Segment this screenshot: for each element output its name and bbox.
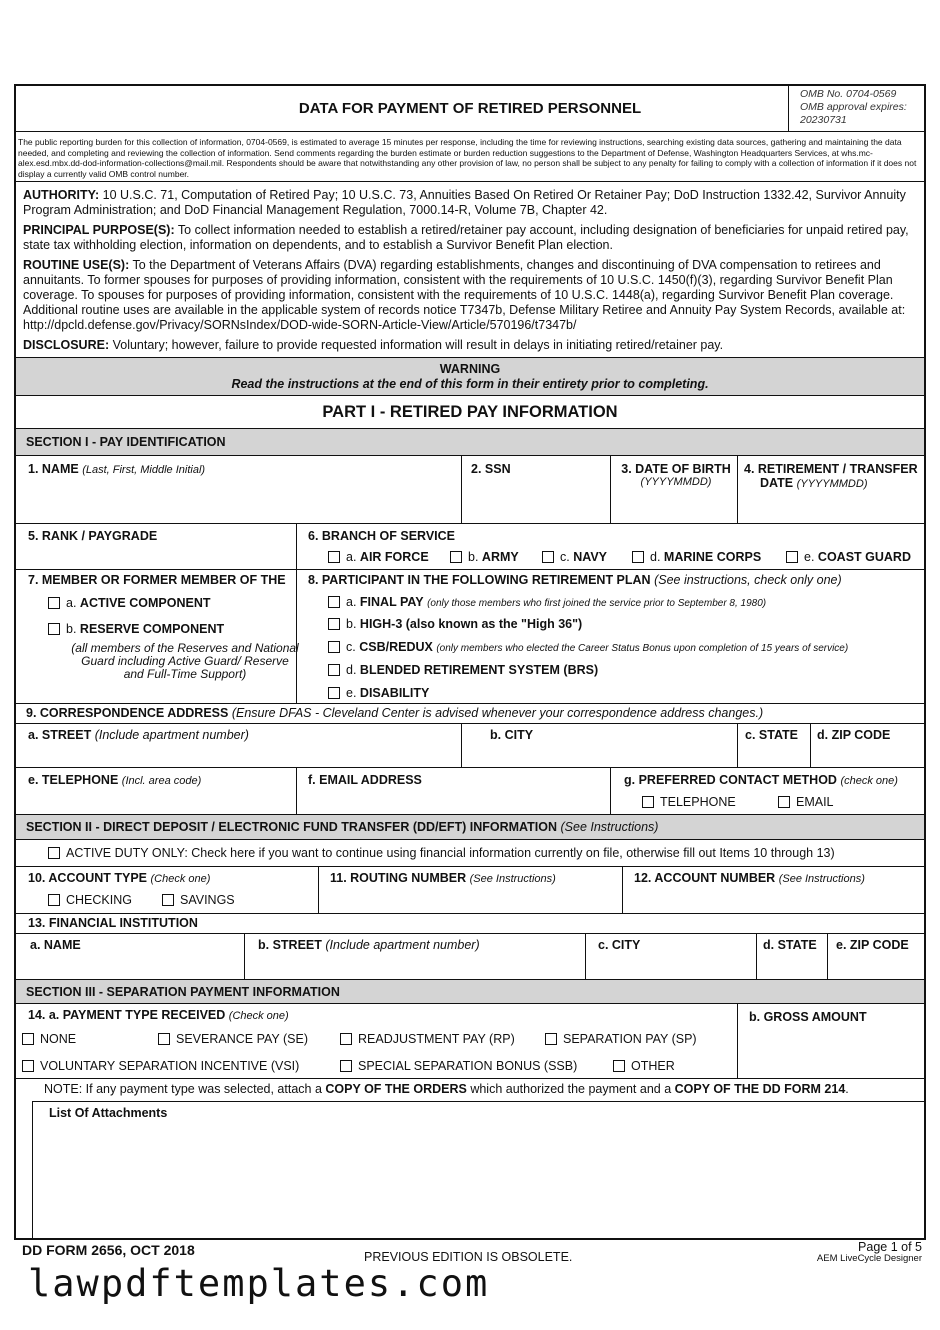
burden-statement: The public reporting burden for this collection of information, 0704-0569, is estimated to average 15 minutes per response, including the time for reviewing instructions, searching existing data sources, gathering and maintaining the data needed, and completing and reviewing the collection of information. Send comments regarding the burden estimate or burden reduction suggestions to the Department of Defense, Washington Headquarters Services, at whs.mc-alex.esd.mbx.dd-dod-information-collections@mail.mil. Respondents should be aware that notwithstanding any other provision of law, no person shall be subject to any penalty for failing to comply with a collection of information if it does not display a currently valid OMB control number. — [18, 137, 917, 179]
plan-disability[interactable]: e. DISABILITY — [328, 686, 429, 700]
branch-coast-guard[interactable]: e. COAST GUARD — [786, 550, 911, 564]
active-component-checkbox[interactable] — [48, 597, 60, 609]
form-id: DD FORM 2656, OCT 2018 — [22, 1242, 195, 1258]
financial-institution-header — [16, 914, 924, 934]
ssn-field[interactable]: 2. SSN — [471, 462, 511, 476]
checking-checkbox[interactable] — [48, 894, 60, 906]
payment-vsi-option[interactable]: VOLUNTARY SEPARATION INCENTIVE (VSI) — [22, 1059, 299, 1073]
contact-telephone-checkbox[interactable] — [642, 796, 654, 808]
account-number-field[interactable]: 12. ACCOUNT NUMBER (See Instructions) — [634, 871, 865, 885]
plan-csb-redux[interactable]: c. CSB/REDUX (only members who elected the Career Status Bonus upon completion of 15 years of service) — [328, 640, 848, 654]
omb-block — [800, 88, 907, 127]
branch-marine-corps[interactable]: d. MARINE CORPS — [632, 550, 761, 564]
member-label: 7. MEMBER OR FORMER MEMBER OF THE — [28, 573, 286, 587]
brs-checkbox[interactable] — [328, 664, 340, 676]
warning-title: WARNING — [439, 362, 501, 376]
payment-note: NOTE: If any payment type was selected, attach a COPY OF THE ORDERS which authorized the payment and a COPY OF THE DD FORM 214. — [44, 1082, 849, 1096]
disability-checkbox[interactable] — [328, 687, 340, 699]
ssb-checkbox[interactable] — [340, 1060, 352, 1072]
warning-text: Read the instructions at the end of this form in their entirety prior to completing. — [231, 377, 709, 391]
severance-checkbox[interactable] — [158, 1033, 170, 1045]
routing-number-field[interactable]: 11. ROUTING NUMBER (See Instructions) — [330, 871, 556, 885]
attachments-label: List Of Attachments — [49, 1106, 168, 1120]
branch-air-force[interactable]: a. AIR FORCE — [328, 550, 429, 564]
section-1-title: SECTION I - PAY IDENTIFICATION — [26, 435, 226, 449]
omb-number: OMB No. 0704-0569 — [800, 88, 897, 100]
dob-field[interactable]: 3. DATE OF BIRTH (YYYYMMDD) — [621, 462, 731, 488]
marine-corps-checkbox[interactable] — [632, 551, 644, 563]
fi-street-field[interactable]: b. STREET (Include apartment number) — [258, 938, 480, 952]
obsolete-notice: PREVIOUS EDITION IS OBSOLETE. — [364, 1250, 573, 1264]
checking-option[interactable]: CHECKING — [48, 893, 132, 907]
attachments-box[interactable] — [32, 1101, 924, 1238]
row-address — [16, 724, 924, 768]
payment-ssb-option[interactable]: SPECIAL SEPARATION BONUS (SSB) — [340, 1059, 577, 1073]
section-2-header — [16, 815, 924, 840]
form-header — [16, 86, 924, 132]
payment-separation-option[interactable]: SEPARATION PAY (SP) — [545, 1032, 697, 1046]
none-checkbox[interactable] — [22, 1033, 34, 1045]
separation-checkbox[interactable] — [545, 1033, 557, 1045]
readjustment-checkbox[interactable] — [340, 1033, 352, 1045]
active-duty-option[interactable]: ACTIVE DUTY ONLY: Check here if you want to continue using financial information currently on file, otherwise fill out Items 10 through 13) — [48, 846, 835, 860]
row-name-ssn-dob — [16, 456, 924, 524]
address-header-row — [16, 704, 924, 724]
email-address-field[interactable]: f. EMAIL ADDRESS — [308, 773, 422, 787]
row-account — [16, 867, 924, 914]
fi-city-field[interactable]: c. CITY — [598, 938, 641, 952]
warning-banner — [16, 358, 924, 396]
plan-final-pay[interactable]: a. FINAL PAY (only those members who first joined the service prior to September 8, 1980) — [328, 595, 766, 609]
section-3-title: SECTION III - SEPARATION PAYMENT INFORMATION — [26, 985, 340, 999]
disclosure: DISCLOSURE: Voluntary; however, failure to provide requested information will result in delays in initiating retired/retainer pay. — [23, 338, 724, 352]
gross-amount-field[interactable]: b. GROSS AMOUNT — [749, 1010, 867, 1024]
section-3-header — [16, 980, 924, 1004]
zip-code-field[interactable]: d. ZIP CODE — [817, 728, 891, 742]
branch-label: 6. BRANCH OF SERVICE — [308, 529, 456, 543]
omb-expires-label: OMB approval expires: — [800, 101, 907, 113]
payment-other-option[interactable]: OTHER — [613, 1059, 675, 1073]
name-field[interactable]: 1. NAME (Last, First, Middle Initial) — [28, 462, 206, 476]
row-financial-institution — [16, 934, 924, 980]
row-contact — [16, 768, 924, 815]
branch-army[interactable]: b. ARMY — [450, 550, 519, 564]
savings-checkbox[interactable] — [162, 894, 174, 906]
telephone-field[interactable]: e. TELEPHONE (Incl. area code) — [28, 773, 202, 787]
fi-state-field[interactable]: d. STATE — [763, 938, 817, 952]
branch-navy[interactable]: c. NAVY — [542, 550, 607, 564]
page-number: Page 1 of 5 — [858, 1240, 922, 1254]
authority: AUTHORITY: 10 U.S.C. 71, Computation of Retired Pay; 10 U.S.C. 73, Annuities Based On Retired Or Retainer Pay; DoD Instruction 1332.42, Survivor Annuity Program Administration; and DoD Financial Management Regulation, 7000.14-R, Volume 7B, Chapter 42. — [23, 188, 906, 217]
active-component-option[interactable]: a. ACTIVE COMPONENT — [48, 596, 210, 610]
form-page — [14, 84, 926, 1240]
privacy-act-statement — [16, 182, 924, 358]
part-1-title: PART I - RETIRED PAY INFORMATION — [322, 403, 618, 421]
contact-telephone-option[interactable]: TELEPHONE — [642, 795, 736, 809]
section-1-header — [16, 429, 924, 456]
active-duty-checkbox[interactable] — [48, 847, 60, 859]
payment-type-label: 14. a. PAYMENT TYPE RECEIVED (Check one) — [28, 1008, 289, 1022]
contact-method-label: g. PREFERRED CONTACT METHOD (check one) — [624, 773, 898, 787]
contact-email-option[interactable]: EMAIL — [778, 795, 834, 809]
street-field[interactable]: a. STREET (Include apartment number) — [28, 728, 249, 742]
plan-brs[interactable]: d. BLENDED RETIREMENT SYSTEM (BRS) — [328, 663, 598, 677]
reserve-note: (all members of the Reserves and National Guard including Active Guard/ Reserve and Full-Time Support) — [71, 641, 299, 681]
contact-email-checkbox[interactable] — [778, 796, 790, 808]
row-payment-type — [16, 1004, 924, 1079]
high-3-checkbox[interactable] — [328, 618, 340, 630]
reserve-component-option[interactable]: b. RESERVE COMPONENT — [48, 622, 224, 636]
designer-credit: AEM LiveCycle Designer — [816, 1253, 922, 1264]
payment-readjustment-option[interactable]: READJUSTMENT PAY (RP) — [340, 1032, 515, 1046]
part-1-header — [16, 396, 924, 429]
state-field[interactable]: c. STATE — [745, 728, 799, 742]
address-label: 9. CORRESPONDENCE ADDRESS (Ensure DFAS - Cleveland Center is advised whenever your correspondence address changes.) — [26, 706, 764, 720]
navy-checkbox[interactable] — [542, 551, 554, 563]
retirement-plan-label: 8. PARTICIPANT IN THE FOLLOWING RETIREMENT PLAN (See instructions, check only one) — [308, 573, 842, 587]
army-checkbox[interactable] — [450, 551, 462, 563]
section-2-title: SECTION II - DIRECT DEPOSIT / ELECTRONIC FUND TRANSFER (DD/EFT) INFORMATION (See Instructions) — [26, 820, 659, 834]
city-field[interactable]: b. CITY — [490, 728, 534, 742]
coast-guard-checkbox[interactable] — [786, 551, 798, 563]
payment-severance-option[interactable]: SEVERANCE PAY (SE) — [158, 1032, 308, 1046]
routine-uses: ROUTINE USE(S): To the Department of Veterans Affairs (DVA) regarding establishments, changes and discontinuing of DVA compensation to retirees and annuitants. To former spouses for purposes of providing information, consistent with the requirements of 10 U.S.C. 1450(f)(3), regarding Survivor Benefit Plan coverage. To spouses for purposes of providing information, consistent with the requirements of 10 U.S.C. 1448(a), regarding Survivor Benefit Plan coverage. Additional routine uses are available in the applicable system of records notice T7347b, Defense Military Retiree and Annuity Pay System Records, available at: http://dpcld.defense.gov/Privacy/SORNsIndex/DOD-wide-SORN-Article-View/Article/570196/t7347b/ — [23, 258, 906, 332]
active-duty-row — [16, 840, 924, 867]
rank-paygrade-field[interactable]: 5. RANK / PAYGRADE — [28, 529, 158, 543]
omb-expires-date: 20230731 — [800, 114, 847, 126]
account-type-label: 10. ACCOUNT TYPE (Check one) — [28, 871, 211, 885]
fi-name-field[interactable]: a. NAME — [30, 938, 81, 952]
csb-redux-checkbox[interactable] — [328, 641, 340, 653]
row-rank-branch — [16, 524, 924, 570]
plan-high-3[interactable]: b. HIGH-3 (also known as the "High 36") — [328, 617, 582, 631]
vsi-checkbox[interactable] — [22, 1060, 34, 1072]
savings-option[interactable]: SAVINGS — [162, 893, 235, 907]
watermark: lawpdftemplates.com — [28, 1262, 490, 1305]
reserve-component-checkbox[interactable] — [48, 623, 60, 635]
burden-statement-row — [16, 132, 924, 182]
fi-zip-code-field[interactable]: e. ZIP CODE — [836, 938, 909, 952]
air-force-checkbox[interactable] — [328, 551, 340, 563]
financial-institution-label: 13. FINANCIAL INSTITUTION — [28, 916, 198, 930]
final-pay-checkbox[interactable] — [328, 596, 340, 608]
payment-none-option[interactable]: NONE — [22, 1032, 76, 1046]
retirement-date-field[interactable]: 4. RETIREMENT / TRANSFER DATE (YYYYMMDD) — [744, 462, 918, 490]
row-member-plan — [16, 570, 924, 704]
payment-note-row — [16, 1079, 924, 1101]
form-title: DATA FOR PAYMENT OF RETIRED PERSONNEL — [298, 100, 642, 117]
other-checkbox[interactable] — [613, 1060, 625, 1072]
principal-purpose: PRINCIPAL PURPOSE(S): To collect information needed to establish a retired/retainer pay account, including designation of beneficiaries for unpaid retired pay, state tax withholding election, information on dependents, and to establish a Survivor Benefit Plan election. — [23, 223, 909, 252]
